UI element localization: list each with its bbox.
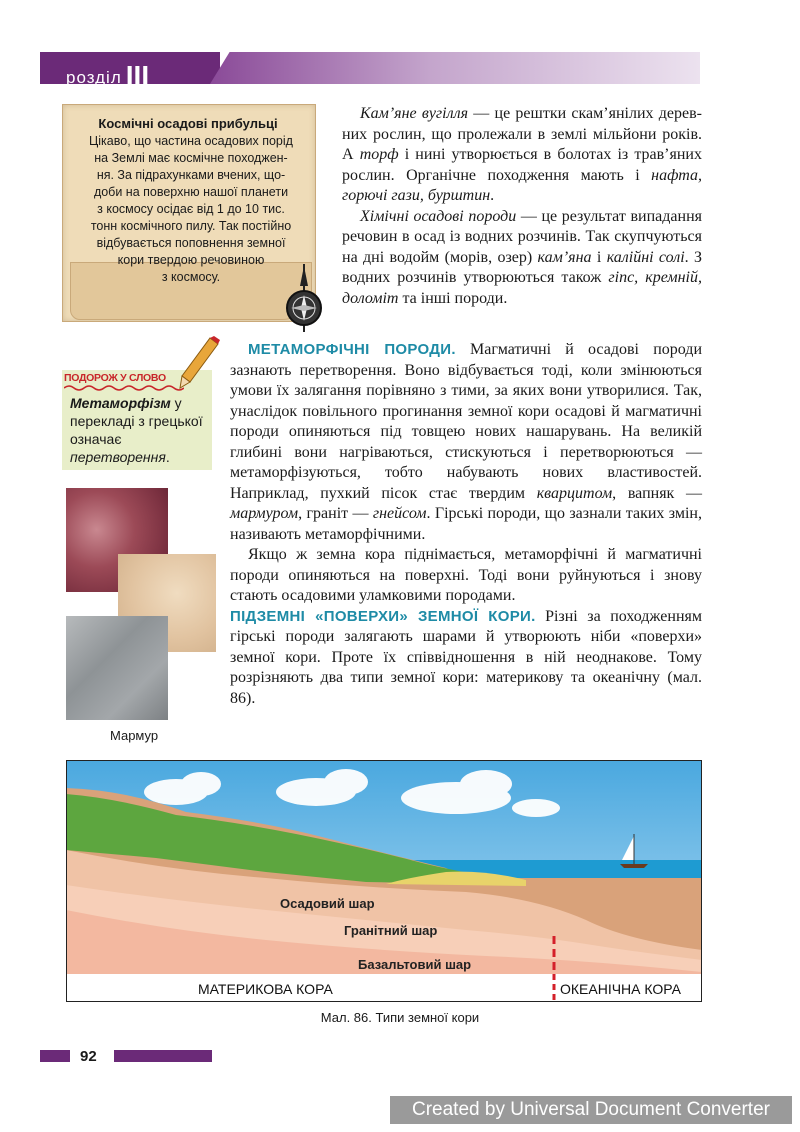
heading-floors: ПІДЗЕМНІ «ПОВЕРХИ» ЗЕМНОЇ КОРИ.: [230, 607, 536, 625]
paragraph-chemical: [342, 207, 702, 310]
term-potash-salt: калійні солі: [606, 248, 685, 266]
marble-sample-grey: [66, 616, 168, 720]
parchment-line: з космосу.: [161, 270, 221, 284]
term-rock-salt: кам’яна: [537, 248, 592, 266]
figure-caption: Мал. 86. Типи земної кори: [320, 1010, 480, 1025]
paragraph-floors: [230, 607, 702, 710]
label-basalt: Базальтовий шар: [358, 957, 472, 972]
text-run: , вапняк —: [612, 484, 702, 502]
term-gypsum: гіпс, кремній, доломіт: [342, 269, 702, 307]
section-word: розділ: [66, 68, 122, 87]
paragraph-coal: [342, 104, 702, 207]
text-run: Різні за походженням гірські породи залягають шарами й утворюють ніби «поверхи» земної кори. Проте їх співвідношення в ній неоднакове. Тому розрізняють два типи земної кори: материкову та океанічну (мал. 86).: [230, 607, 702, 707]
footer-bar-right: [114, 1050, 212, 1062]
marble-caption: Мармур: [110, 728, 159, 743]
glossary-term: Метаморфізм: [70, 395, 171, 411]
text-column-upper: [342, 104, 702, 309]
parchment-line: ня. За підрахунками вчених, що-: [96, 168, 286, 182]
wave-decoration-icon: [64, 384, 184, 392]
label-oceanic-crust: ОКЕАНІЧНА КОРА: [560, 981, 682, 997]
text-column-lower: [230, 340, 702, 709]
term-chemical-rocks: Хімічні осадові породи: [360, 207, 517, 225]
paragraph-metamorphic: [230, 340, 702, 545]
text-run: . Гірські породи, що зазнали таких змін, називають метаморфічними.: [230, 505, 702, 543]
text-run: і нині утворюється в болотах із трав’яних рослин. Органічне походження мають і: [342, 146, 702, 184]
term-quartzite: кварцитом: [536, 484, 613, 502]
parchment-title: Космічні осадові прибульці: [98, 116, 278, 131]
text-run: .: [165, 449, 170, 465]
section-header-gradient: [210, 52, 700, 84]
text-run: і: [591, 248, 607, 266]
parchment-line: на Землі має космічне походжен-: [94, 151, 288, 165]
text-run: у перекладі з грецької означає: [70, 395, 203, 447]
parchment-line: Цікаво, що частина осадових порід: [89, 134, 293, 148]
glossary-label: ПОДОРОЖ У СЛОВО: [64, 372, 166, 384]
earth-crust-figure: [66, 760, 702, 1002]
glossary-text: [70, 394, 220, 466]
text-run: та інші породи.: [398, 289, 508, 307]
text-run: Магматичні й осадові породи зазнають перетворення. Воно відбувається тоді, коли змінюються умови їх залягання порівняно з тими, за яких вони утворилися. Так, унаслідок повільного прогинання земної кори осадові й магматичні породи опиняються під товщею нових нашарувань. На великій глибині вони нагріваються, стискуються і перетворюються — метаморфізуються, тобто набувають нових властивостей. Наприклад, пухкий пісок стає твердим: [230, 341, 703, 502]
text-run: .: [490, 187, 495, 204]
section-title: [66, 58, 149, 90]
text-run: , граніт —: [298, 505, 373, 522]
label-granite: Гранітний шар: [344, 923, 438, 938]
term-marble: мармуром: [230, 505, 299, 522]
heading-metamorphic: МЕТАМОРФІЧНІ ПОРОДИ.: [248, 341, 456, 358]
term-gneiss: гнейсом: [372, 505, 427, 522]
term-peat: торф: [359, 146, 399, 163]
parchment-text: [72, 133, 310, 286]
parchment-line: доби на поверхню нашої планети: [93, 185, 289, 199]
pencil-icon: [176, 336, 220, 390]
section-number: III: [125, 60, 150, 91]
text-run: . З водних розчинів утворюються також: [342, 248, 703, 286]
term-coal: Кам’яне вугілля: [360, 105, 469, 122]
parchment-line: кори твердою речовиною: [117, 253, 265, 267]
text-run: — це рештки скам’янілих деревних рослин, що пролежали в землі мільйони років. А: [342, 105, 702, 163]
compass-icon: [283, 262, 325, 334]
term-oil-gas-amber: нафта, горючі гази, бурштин: [342, 166, 702, 204]
parchment-line: з космосу осідає від 1 до 10 тис.: [97, 202, 285, 216]
paragraph-uplift: Якщо ж земна кора піднімається, метаморфічні й магматичні породи опиняються на поверхні. Тоді вони руйнуються і знову стають осадовими уламковими породами.: [230, 546, 702, 604]
text-run: — це результат випадання речовин в осад із водних розчинів. Так скупчуються на дні водойм (морів, озер): [342, 207, 702, 266]
label-continental-crust: МАТЕРИКОВА КОРА: [198, 981, 333, 997]
glossary-meaning: перетворення: [70, 449, 166, 465]
footer-bar-left: [40, 1050, 70, 1062]
page-number: 92: [80, 1048, 97, 1065]
parchment-line: тонн космічного пилу. Так постійно: [90, 219, 292, 233]
parchment-line: відбувається поповнення земної: [96, 236, 286, 250]
label-sediment: Осадовий шар: [280, 896, 375, 911]
watermark: Created by Universal Document Converter: [390, 1096, 792, 1124]
